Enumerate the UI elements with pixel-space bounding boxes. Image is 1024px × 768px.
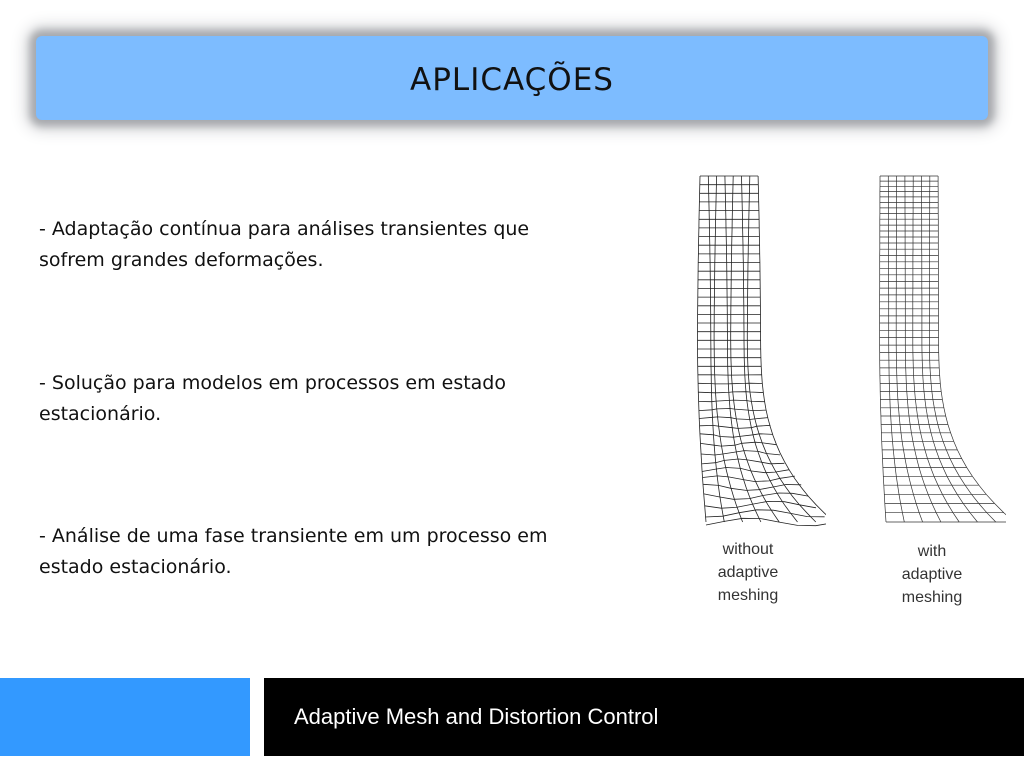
mesh-line bbox=[701, 451, 780, 455]
caption-line: meshing bbox=[717, 587, 779, 604]
bullet-1: - Adaptação contínua para análises transientes que sofrem grandes deformações. bbox=[39, 218, 530, 271]
mesh-line bbox=[905, 176, 941, 522]
caption-without-adaptive bbox=[693, 538, 803, 607]
mesh-line bbox=[702, 468, 789, 473]
footer-band bbox=[264, 678, 1024, 756]
caption-line: meshing bbox=[901, 589, 963, 606]
mesh-line bbox=[700, 434, 773, 437]
mesh-comparison-figure bbox=[690, 170, 1010, 610]
page-title: APLICAÇÕES bbox=[410, 62, 614, 98]
mesh-line bbox=[705, 510, 824, 517]
footer-title: Adaptive Mesh and Distortion Control bbox=[294, 704, 659, 729]
caption-line: without bbox=[722, 541, 774, 558]
caption-line: adaptive bbox=[901, 566, 963, 583]
mesh-line bbox=[701, 442, 777, 446]
mesh-line bbox=[700, 425, 771, 428]
footer-accent-block bbox=[0, 678, 250, 756]
mesh-line bbox=[703, 484, 801, 490]
mesh-line bbox=[698, 392, 763, 393]
mesh-line bbox=[698, 383, 762, 384]
caption-line: with bbox=[917, 543, 947, 560]
caption-with-adaptive bbox=[877, 540, 987, 609]
mesh-line bbox=[929, 176, 995, 522]
mesh-line bbox=[699, 400, 765, 402]
mesh-with-adaptive bbox=[876, 170, 1006, 530]
mesh-line bbox=[896, 176, 922, 522]
mesh-line bbox=[699, 409, 766, 411]
title-bar bbox=[36, 36, 988, 120]
mesh-line bbox=[938, 176, 1006, 522]
mesh-without-adaptive bbox=[696, 170, 826, 530]
caption-line: adaptive bbox=[717, 564, 779, 581]
bullet-2: - Solução para modelos em processos em estado estacionário. bbox=[39, 372, 506, 425]
mesh-line bbox=[758, 176, 826, 522]
mesh-line bbox=[702, 459, 785, 464]
bullet-3: - Análise de uma fase transiente em um processo em estado estacionário. bbox=[39, 525, 548, 578]
mesh-line bbox=[880, 176, 886, 522]
mesh-line bbox=[699, 417, 768, 420]
